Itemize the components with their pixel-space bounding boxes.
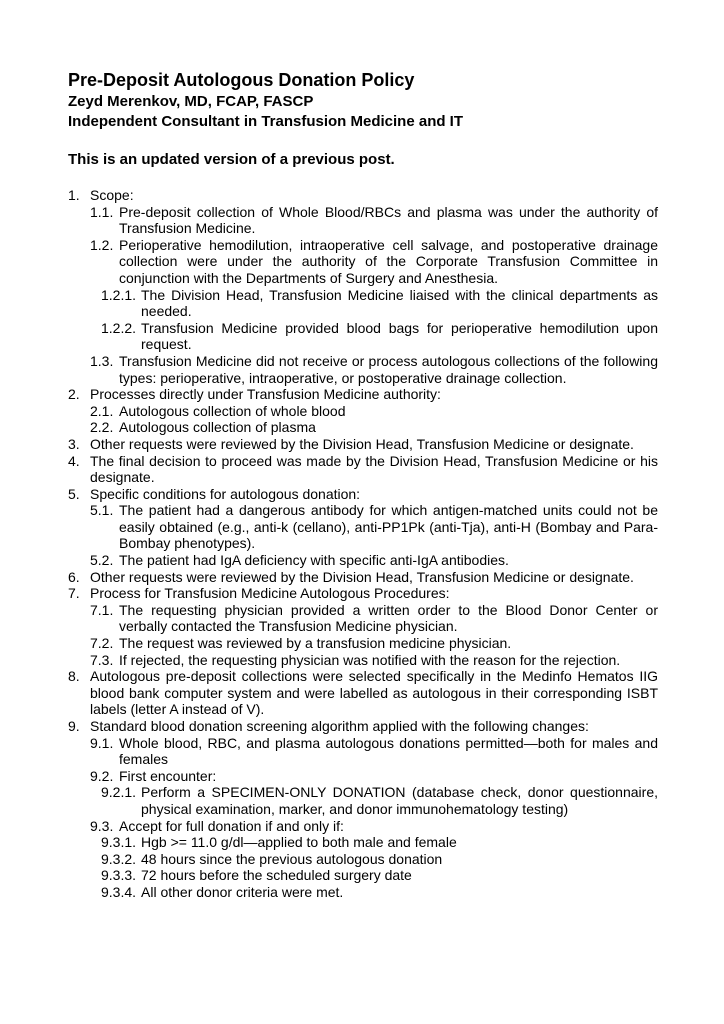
policy-item-4 (68, 453, 658, 486)
item-text: Whole blood, RBC, and plasma autologous donations permitted—both for males and females (119, 734, 658, 768)
item-number: 7. (68, 585, 80, 602)
policy-item-8 (68, 668, 658, 718)
item-text: The patient had a dangerous antibody for which antigen-matched units could not be easily obtained (e.g., anti-k (cellano), anti-PP1Pk (anti-Tja), anti-H (Bombay and Para-Bombay phenotypes). (119, 502, 658, 552)
item-number: 9.3.2. (101, 850, 137, 867)
item-text: Autologous pre-deposit collections were selected specifically in the Medinfo Hematos IIG blood bank computer system and were labelled as autologous in their corresponding ISBT labels (letter A instead of V). (90, 668, 658, 718)
item-number: 1.3. (90, 352, 114, 369)
policy-item-1 (68, 187, 658, 204)
item-text: Transfusion Medicine provided blood bags for perioperative hemodilution upon request. (141, 319, 658, 353)
policy-item-9-3-3 (101, 867, 658, 884)
item-number: 9.3. (90, 817, 114, 834)
item-number: 3. (68, 435, 80, 452)
item-text: All other donor criteria were met. (141, 883, 344, 900)
item-number: 2.1. (90, 402, 114, 419)
item-number: 7.3. (90, 651, 114, 668)
item-text: First encounter: (119, 767, 217, 784)
item-text: Transfusion Medicine did not receive or process autologous collections of the following types: perioperative, intraoperative, or postoperative drainage collection. (119, 352, 658, 386)
policy-item-9-1 (90, 735, 658, 768)
policy-item-1-2-1 (101, 287, 658, 320)
item-number: 5.2. (90, 552, 114, 569)
item-text: If rejected, the requesting physician was notified with the reason for the rejection. (119, 651, 621, 668)
item-text: Autologous collection of plasma (119, 419, 316, 436)
item-number: 1.2.1. (101, 286, 137, 303)
item-number: 7.1. (90, 601, 114, 618)
item-number: 2. (68, 386, 80, 403)
policy-item-3 (68, 436, 658, 453)
item-number: 4. (68, 452, 80, 469)
item-text: The requesting physician provided a written order to the Blood Donor Center or verbally contacted the Transfusion Medicine physician. (119, 601, 658, 635)
document-title: Pre-Deposit Autologous Donation Policy (68, 70, 415, 90)
item-text: Specific conditions for autologous donation: (90, 485, 361, 502)
item-text: Pre-deposit collection of Whole Blood/RBCs and plasma was under the authority of Transfusion Medicine. (119, 203, 658, 237)
item-text: Perioperative hemodilution, intraoperative cell salvage, and postoperative drainage collection were under the authority of the Corporate Transfusion Committee in conjunction with the Departments of Surgery and Anesthesia. (119, 236, 658, 286)
item-number: 9.2. (90, 767, 114, 784)
item-number: 7.2. (90, 635, 114, 652)
item-number: 5. (68, 485, 80, 502)
policy-item-1-3 (90, 353, 658, 386)
item-number: 9.3.1. (101, 834, 137, 851)
item-number: 5.1. (90, 502, 114, 519)
item-number: 9. (68, 718, 80, 734)
policy-item-1-1 (90, 204, 658, 237)
update-note: This is an updated version of a previous post. (68, 151, 395, 168)
item-text: 72 hours before the scheduled surgery date (141, 867, 412, 884)
item-number: 1. (68, 187, 80, 203)
author-role-line: Independent Consultant in Transfusion Medicine and IT (68, 113, 464, 130)
policy-item-7-3 (90, 652, 658, 669)
item-text: Processes directly under Transfusion Medicine authority: (90, 386, 441, 403)
policy-item-9-3 (90, 818, 658, 835)
policy-item-9-3-2 (101, 851, 658, 868)
policy-item-7-1 (90, 602, 658, 635)
item-text: Standard blood donation screening algorithm applied with the following changes: (90, 718, 589, 734)
policy-item-9-3-4 (101, 884, 658, 901)
item-number: 9.1. (90, 734, 114, 751)
policy-item-6 (68, 569, 658, 586)
item-number: 8. (68, 668, 80, 685)
policy-item-9-2 (90, 768, 658, 785)
policy-item-1-2-2 (101, 320, 658, 353)
policy-item-5-1 (90, 502, 658, 552)
item-text: The patient had IgA deficiency with specific anti-IgA antibodies. (119, 552, 509, 569)
item-text: Process for Transfusion Medicine Autologous Procedures: (90, 585, 450, 602)
item-number: 9.3.4. (101, 883, 137, 900)
item-number: 9.2.1. (101, 784, 137, 801)
policy-item-2 (68, 386, 658, 403)
item-text: Perform a SPECIMEN-ONLY DONATION (database check, donor questionnaire, physical examination, marker, and donor immunohematology testing) (141, 784, 658, 817)
policy-item-7-2 (90, 635, 658, 652)
item-text: Hgb >= 11.0 g/dl—applied to both male and female (141, 834, 457, 851)
item-number: 6. (68, 568, 80, 585)
item-number: 2.2. (90, 419, 114, 436)
item-text: 48 hours since the previous autologous donation (141, 850, 443, 867)
policy-item-2-1 (90, 403, 658, 420)
item-number: 9.3.3. (101, 867, 137, 884)
item-text: Autologous collection of whole blood (119, 402, 346, 419)
policy-item-2-2 (90, 419, 658, 436)
item-number: 1.2. (90, 236, 114, 253)
item-text: Other requests were reviewed by the Division Head, Transfusion Medicine or designate. (90, 568, 634, 585)
item-text: The request was reviewed by a transfusion medicine physician. (119, 635, 512, 652)
item-text: The final decision to proceed was made by the Division Head, Transfusion Medicine or his designate. (90, 452, 658, 486)
item-text: Other requests were reviewed by the Division Head, Transfusion Medicine or designate. (90, 435, 634, 452)
policy-item-7 (68, 585, 658, 602)
policy-list (68, 187, 658, 901)
author-line: Zeyd Merenkov, MD, FCAP, FASCP (68, 93, 314, 110)
item-text: Scope: (90, 187, 134, 203)
item-number: 1.2.2. (101, 319, 137, 336)
policy-item-5 (68, 486, 658, 503)
policy-item-9 (68, 718, 658, 735)
item-text: Accept for full donation if and only if: (119, 817, 344, 834)
policy-item-5-2 (90, 552, 658, 569)
item-text: The Division Head, Transfusion Medicine liaised with the clinical departments as needed. (141, 286, 658, 320)
item-number: 1.1. (90, 203, 114, 220)
policy-item-9-3-1 (101, 834, 658, 851)
policy-item-1-2 (90, 237, 658, 287)
policy-item-9-2-1 (101, 784, 658, 817)
